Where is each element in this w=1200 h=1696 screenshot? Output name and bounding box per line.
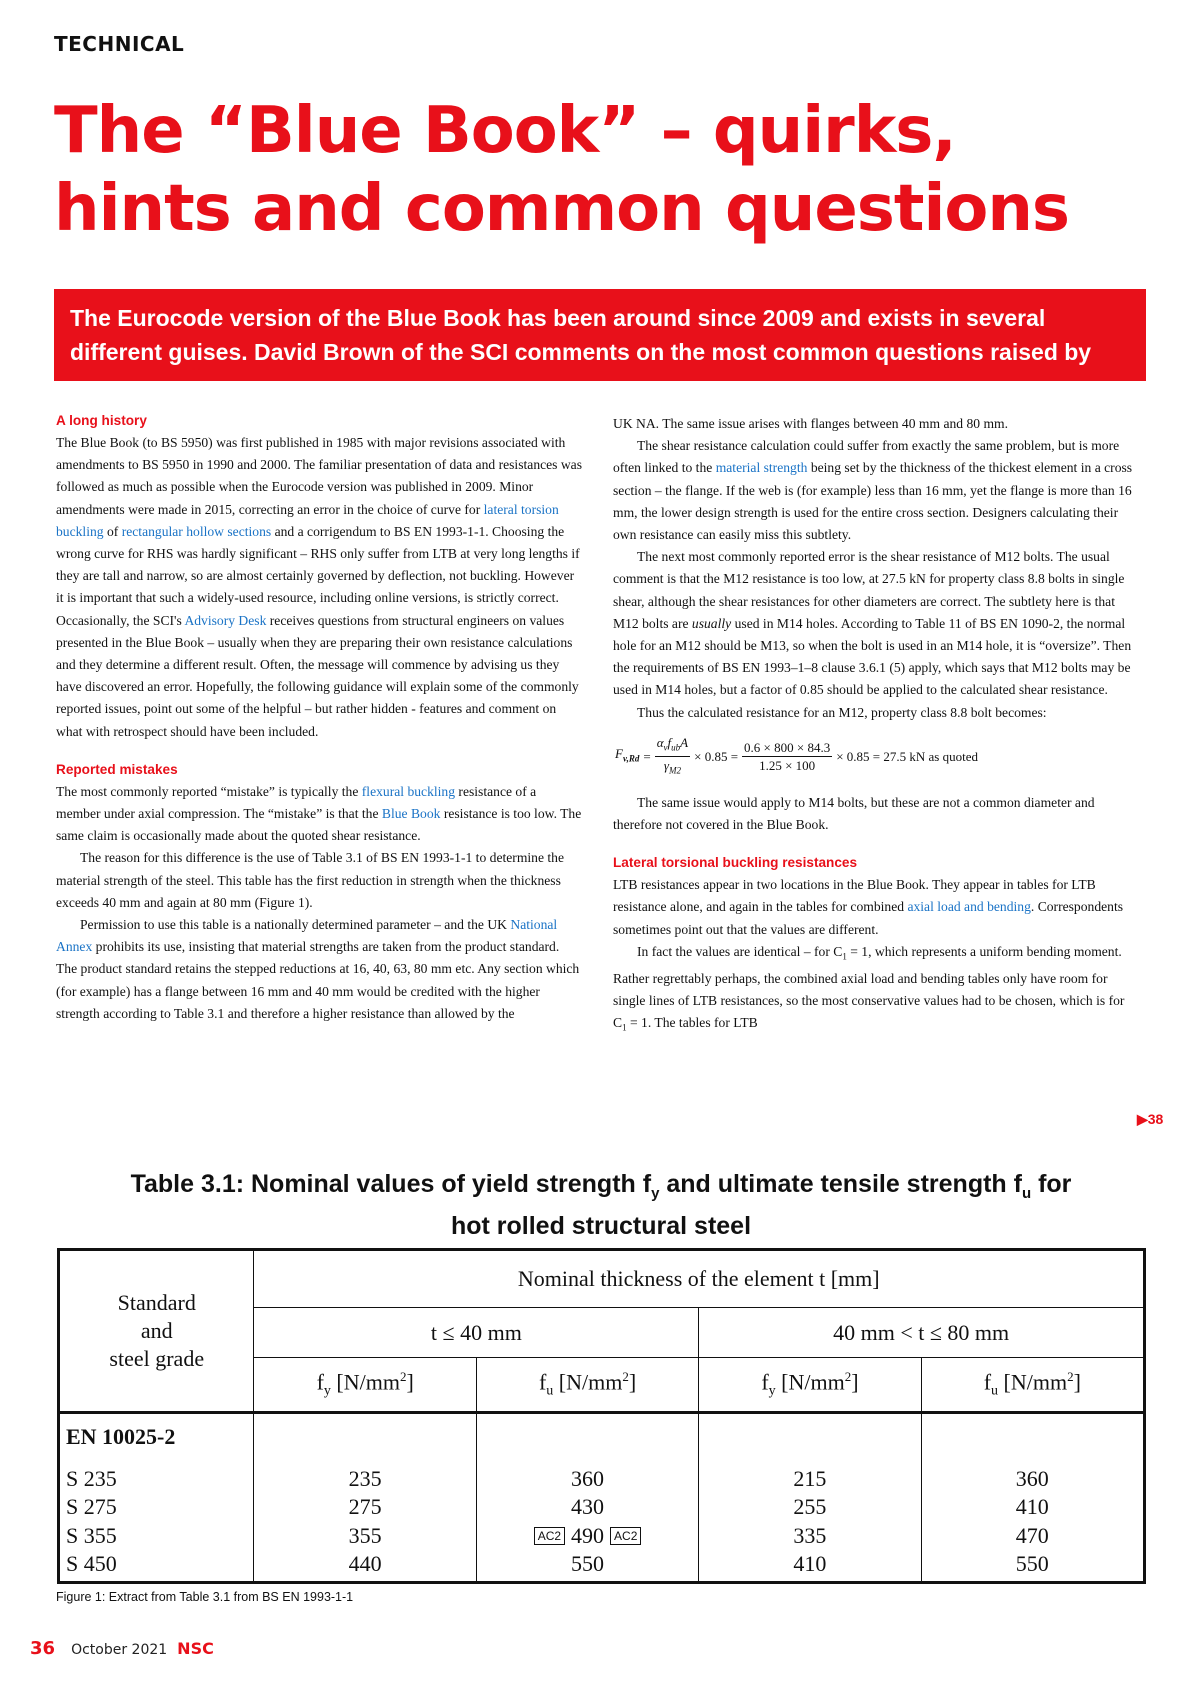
paragraph-in-fact: In fact the values are identical – for $C_1 = 1$, which represents a uniform bending moment. Rather regrettably perhaps, the combined axial load and bending tables only have room for single lines of LTB resistances, so the most conservative values had to be chosen, which is for $C_1 = 1$. The tables for LTB bbox=[613, 943, 1125, 1033]
cell-value: 430 bbox=[571, 1494, 605, 1519]
cell-value: 275 bbox=[348, 1494, 382, 1519]
group-en-10025-2: EN 10025-2 bbox=[59, 1413, 254, 1461]
amendment-ac2-open-marker: AC2 bbox=[534, 1527, 565, 1545]
cell-value: 440 bbox=[348, 1551, 382, 1576]
cell-value: 550 bbox=[1015, 1551, 1049, 1576]
table-data-rows bbox=[59, 1461, 1145, 1583]
article-column-right bbox=[613, 413, 1139, 1039]
paragraph-ltb: LTB resistances appear in two locations in the Blue Book. They appear in tables for LTB resistance alone, and again in the tables for combined axial load and bending. Correspondents sometimes point out that the values are different. bbox=[613, 877, 1124, 937]
amendment-ac2-close-marker: AC2 bbox=[610, 1527, 641, 1545]
header-range-40-to-80: 40 mm < t ≤ 80 mm bbox=[699, 1308, 1145, 1358]
table-header-row-1 bbox=[59, 1250, 1145, 1308]
formula-fraction-numeric: $\frac{0.6 \times 800 \times 84.3}{1.25 \times 100}$ bbox=[744, 740, 831, 774]
standfirst: The Eurocode version of the Blue Book has been around since 2009 and exists in several different guises. David Brown of the SCI comments on the most common questions raised by users. bbox=[54, 289, 1146, 381]
link-material-strength[interactable]: material strength bbox=[715, 460, 808, 476]
shear-resistance-formula: $F_{v,Rd}$ = $\frac{\alpha_vf_{ub}A}{\gamma_{M2}}$ × 0.85 = $\frac{0.6 \times 800 \times 84.3}{1.25 \times 100}$ × 0.85 = 27.5 kN as quoted bbox=[613, 728, 1139, 786]
header-standard: Standard and steel grade bbox=[59, 1250, 254, 1413]
link-rectangular-hollow-sections[interactable]: rectangular hollow sections bbox=[121, 523, 272, 539]
cell-value: AC2 490 AC2 bbox=[477, 1522, 698, 1551]
link-axial-load-and-bending[interactable]: axial load and bending bbox=[907, 899, 1031, 915]
header-nominal-thickness: Nominal thickness of the element t [mm] bbox=[254, 1250, 1145, 1308]
column-grades bbox=[59, 1461, 254, 1583]
heading-ltb-resistances: Lateral torsional buckling resistances bbox=[613, 855, 858, 871]
paragraph-history: The Blue Book (to BS 5950) was first published in 1985 with major revisions associated with amendments to BS 5950 in 1990 and 2000. The familiar presentation of data and resistances was followed as much as possible when the Eurocode version was published in 2009. Minor amendments were made in 2015, correcting an error in the choice of curve for lateral torsion buckling of rectangular hollow sections and a corrigendum to BS EN 1993-1-1. Choosing the wrong curve for RHS was hardly significant – RHS only suffer from LTB at very long lengths if they are tall and narrow, so are almost certainly governed by deflection, not buckling. However it is important that such a widely-used resource, including online versions, is strictly correct. Occasionally, the SCI's Advisory Desk receives questions from structural engineers on values presented in the Blue Book – usually when they are preparing their own resistance calculations and they determine a different result. Often, the message will commence by advising us they have discovered an error. Hopefully, the following guidance will explain some of the commonly reported issues, point out some of the helpful – but rather hidden - features and comment on what with retrospect should have been included. bbox=[56, 435, 583, 739]
section-tag: TECHNICAL bbox=[54, 32, 185, 56]
formula-fraction-symbolic: $\frac{\alpha_vf_{ub}A}{\gamma_{M2}}$ bbox=[656, 734, 689, 776]
headline-line-1: The “Blue Book” – quirks, bbox=[54, 94, 956, 168]
link-advisory-desk[interactable]: Advisory Desk bbox=[184, 612, 267, 628]
headline-line-2: hints and common questions bbox=[54, 172, 1069, 246]
cell-value: 360 bbox=[571, 1465, 605, 1491]
heading-reported-mistakes: Reported mistakes bbox=[56, 761, 178, 777]
header-range-up-to-40: t ≤ 40 mm bbox=[254, 1308, 699, 1358]
paragraph-same-issue: The same issue would apply to M14 bolts, but these are not a common diameter and therefore not covered in the Blue Book. bbox=[613, 794, 1095, 833]
table-title: Table 3.1: Nominal values of yield strength $f_y$ and ultimate tensile strength $f_u$ for hot rolled structural steel bbox=[130, 1170, 1072, 1240]
cell-grade: S 275 bbox=[66, 1494, 117, 1519]
cell-value: 410 bbox=[793, 1551, 827, 1576]
column-fy-40-to-80 bbox=[699, 1461, 921, 1583]
paragraph-thus: Thus the calculated resistance for an M12, property class 8.8 bolt becomes: bbox=[637, 704, 1047, 720]
link-lateral-torsion-buckling[interactable]: lateral torsion buckling bbox=[56, 501, 559, 539]
header-fu-1: $f_u$ $[N/mm^2]$ bbox=[476, 1358, 698, 1413]
page-footer bbox=[30, 1638, 214, 1659]
cell-value: 410 bbox=[1015, 1494, 1049, 1519]
steel-strength-table bbox=[57, 1248, 1146, 1584]
table-group-row bbox=[59, 1413, 1145, 1461]
cell-value: 355 bbox=[348, 1522, 382, 1548]
header-fu-2: $f_u$ $[N/mm^2]$ bbox=[921, 1358, 1144, 1413]
paragraph-mistakes: The most commonly reported “mistake” is typically the flexural buckling resistance of a member under axial compression. The “mistake” is that the Blue Book resistance is too low. The same claim is occasionally made about the quoted shear resistance. bbox=[56, 783, 582, 844]
header-fy-1: $f_y$ $[N/mm^2]$ bbox=[254, 1358, 476, 1413]
heading-long-history: A long history bbox=[56, 413, 147, 428]
cell-value: 215 bbox=[793, 1465, 827, 1491]
column-fu-up-to-40 bbox=[476, 1461, 698, 1583]
paragraph-bolts: The next most commonly reported error is the shear resistance of M12 bolts. The usual comment is that the M12 resistance is too low, at 27.5 kN for property class 8.8 bolts in single shear, although the shear resistances for other diameters are correct. The subtlety here is that M12 bolts are usually used in M14 holes. According to Table 11 of BS EN 1090-2, the normal hole for an M12 should be M13, so when the bolt is used in an M14 hole, it is “oversize”. Then the requirements of BS EN 1993–1–8 clause 3.6.1 (5) apply, which says that M12 bolts may be used in M14 holes, but a factor of 0.85 should be applied to the calculated shear resistance. bbox=[613, 549, 1132, 698]
cell-value: 470 bbox=[1015, 1522, 1049, 1548]
cell-value: 255 bbox=[793, 1494, 827, 1519]
cell-value: 235 bbox=[348, 1465, 382, 1491]
issue-date: October 2021 bbox=[71, 1642, 168, 1658]
cell-value: 335 bbox=[793, 1522, 827, 1548]
header-fy-2: $f_y$ $[N/mm^2]$ bbox=[699, 1358, 921, 1413]
page-number: 36 bbox=[30, 1638, 56, 1659]
cell-value: 360 bbox=[1015, 1465, 1049, 1491]
figure-caption: Figure 1: Extract from Table 3.1 from BS EN 1993-1-1 bbox=[56, 1590, 354, 1604]
link-blue-book[interactable]: Blue Book bbox=[381, 806, 441, 822]
link-flexural-buckling[interactable]: flexural buckling bbox=[361, 783, 456, 799]
link-national-annex[interactable]: National Annex bbox=[56, 917, 558, 955]
column-fu-40-to-80 bbox=[921, 1461, 1144, 1583]
continued-page-marker[interactable]: ▶38 bbox=[1137, 1111, 1164, 1127]
headline bbox=[54, 92, 1154, 248]
magazine-name: NSC bbox=[177, 1639, 214, 1658]
cell-grade: S 235 bbox=[66, 1465, 117, 1491]
cell-value: 550 bbox=[571, 1551, 605, 1576]
paragraph-shear: The shear resistance calculation could suffer from exactly the same problem, but is more often linked to the material strength being set by the thickness of the thickest element in a cross section – the flange. If the web is (for example) less than 16 mm, yet the flange is more than 16 mm, the lower design strength is used for the entire cross section. Designers calculating their own resistance can easily miss this subtlety. bbox=[613, 438, 1133, 543]
cell-grade: S 355 bbox=[66, 1522, 117, 1548]
article-column-left bbox=[56, 410, 582, 1025]
paragraph-permission: Permission to use this table is a nationally determined parameter – and the UK National Annex prohibits its use, insisting that material strengths are taken from the product standard. The product standard retains the stepped reductions at 16, 40, 63, 80 mm etc. Any section which (for example) has a flange between 16 mm and 40 mm would be credited with the higher strength according to Table 3.1 and therefore a higher resistance than allowed by the bbox=[56, 917, 580, 1021]
paragraph-uk-na: UK NA. The same issue arises with flanges between 40 mm and 80 mm. bbox=[613, 416, 1009, 431]
cell-grade: S 450 bbox=[66, 1551, 117, 1576]
column-fy-up-to-40 bbox=[254, 1461, 476, 1583]
paragraph-reason: The reason for this difference is the use of Table 3.1 of BS EN 1993-1-1 to determine the material strength of the steel. This table has the first reduction in strength when the thickness exceeds 40 mm and again at 80 mm (Figure 1). bbox=[56, 850, 565, 910]
